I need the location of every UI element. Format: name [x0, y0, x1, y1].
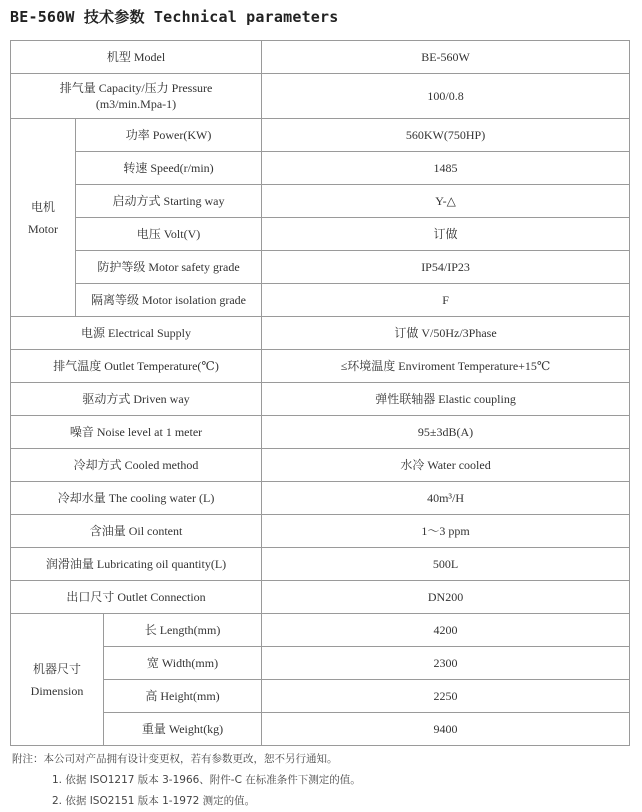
param-label: 高 Height(mm): [104, 680, 262, 713]
table-row: [11, 218, 630, 251]
param-value: 95±3dB(A): [262, 416, 630, 449]
param-value: 水冷 Water cooled: [262, 449, 630, 482]
param-label: 功率 Power(KW): [76, 119, 262, 152]
param-value: 100/0.8: [262, 74, 630, 119]
param-label: 转速 Speed(r/min): [76, 152, 262, 185]
page-title: BE-560W 技术参数 Technical parameters: [10, 8, 339, 26]
table-row: [11, 41, 630, 74]
table-row: [11, 515, 630, 548]
param-value: 弹性联轴器 Elastic coupling: [262, 383, 630, 416]
param-value: 1～3 ppm: [262, 515, 630, 548]
param-label: [11, 74, 262, 119]
spec-table: [10, 40, 630, 746]
table-row: [11, 74, 630, 119]
param-label: 机型 Model: [11, 41, 262, 74]
footnotes: [12, 749, 361, 812]
param-label: 驱动方式 Driven way: [11, 383, 262, 416]
table-row: [11, 647, 630, 680]
param-value: DN200: [262, 581, 630, 614]
param-value: 560KW(750HP): [262, 119, 630, 152]
param-label: 出口尺寸 Outlet Connection: [11, 581, 262, 614]
footnote-main: 附注：本公司对产品拥有设计变更权，若有参数更改，恕不另行通知。: [12, 753, 338, 765]
param-label: 隔离等级 Motor isolation grade: [76, 284, 262, 317]
param-value: BE-560W: [262, 41, 630, 74]
param-value: 订做: [262, 218, 630, 251]
param-value: 9400: [262, 713, 630, 746]
param-value: 2250: [262, 680, 630, 713]
param-value: F: [262, 284, 630, 317]
param-value: 1485: [262, 152, 630, 185]
table-row: [11, 119, 630, 152]
table-row: [11, 383, 630, 416]
group-label-cn: 电机: [30, 199, 55, 214]
param-value: IP54/IP23: [262, 251, 630, 284]
param-value: 4200: [262, 614, 630, 647]
table-row: [11, 350, 630, 383]
group-label-en: Motor: [28, 221, 58, 236]
group-label-cn: 机器尺寸: [32, 661, 81, 676]
footnote-item: 1. 依据 ISO1217 版本 3-1966、附件-C 在标准条件下测定的值。: [52, 774, 361, 786]
group-label-en: Dimension: [30, 683, 84, 698]
param-label: 电压 Volt(V): [76, 218, 262, 251]
table-row: [11, 581, 630, 614]
table-row: [11, 548, 630, 581]
param-label: 润滑油量 Lubricating oil quantity(L): [11, 548, 262, 581]
table-row: [11, 317, 630, 350]
table-row: [11, 416, 630, 449]
param-label: 含油量 Oil content: [11, 515, 262, 548]
param-label: 冷却方式 Cooled method: [11, 449, 262, 482]
table-row: [11, 152, 630, 185]
table-row: [11, 680, 630, 713]
param-label: 冷却水量 The cooling water (L): [11, 482, 262, 515]
motor-group-label: [11, 119, 76, 317]
param-label-line: 排气量 Capacity/压力 Pressure: [59, 81, 213, 95]
param-label: 启动方式 Starting way: [76, 185, 262, 218]
param-value: 订做 V/50Hz/3Phase: [262, 317, 630, 350]
param-label: 长 Length(mm): [104, 614, 262, 647]
table-row: [11, 713, 630, 746]
table-row: [11, 614, 630, 647]
table-row: [11, 185, 630, 218]
param-value: 2300: [262, 647, 630, 680]
table-row: [11, 482, 630, 515]
param-label: 宽 Width(mm): [104, 647, 262, 680]
footnote-item: 2. 依据 ISO2151 版本 1-1972 测定的值。: [52, 795, 256, 807]
param-label: 排气温度 Outlet Temperature(℃): [11, 350, 262, 383]
param-label-unit: (m3/min.Mpa-1): [95, 97, 177, 111]
dimension-group-label: [11, 614, 104, 746]
param-value: 500L: [262, 548, 630, 581]
param-label: 电源 Electrical Supply: [11, 317, 262, 350]
param-label: 重量 Weight(kg): [104, 713, 262, 746]
param-value: 40m³/H: [262, 482, 630, 515]
param-label: 噪音 Noise level at 1 meter: [11, 416, 262, 449]
table-row: [11, 284, 630, 317]
param-value: Y-△: [262, 185, 630, 218]
param-label: 防护等级 Motor safety grade: [76, 251, 262, 284]
param-value: ≤环境温度 Enviroment Temperature+15℃: [262, 350, 630, 383]
table-row: [11, 251, 630, 284]
table-row: [11, 449, 630, 482]
